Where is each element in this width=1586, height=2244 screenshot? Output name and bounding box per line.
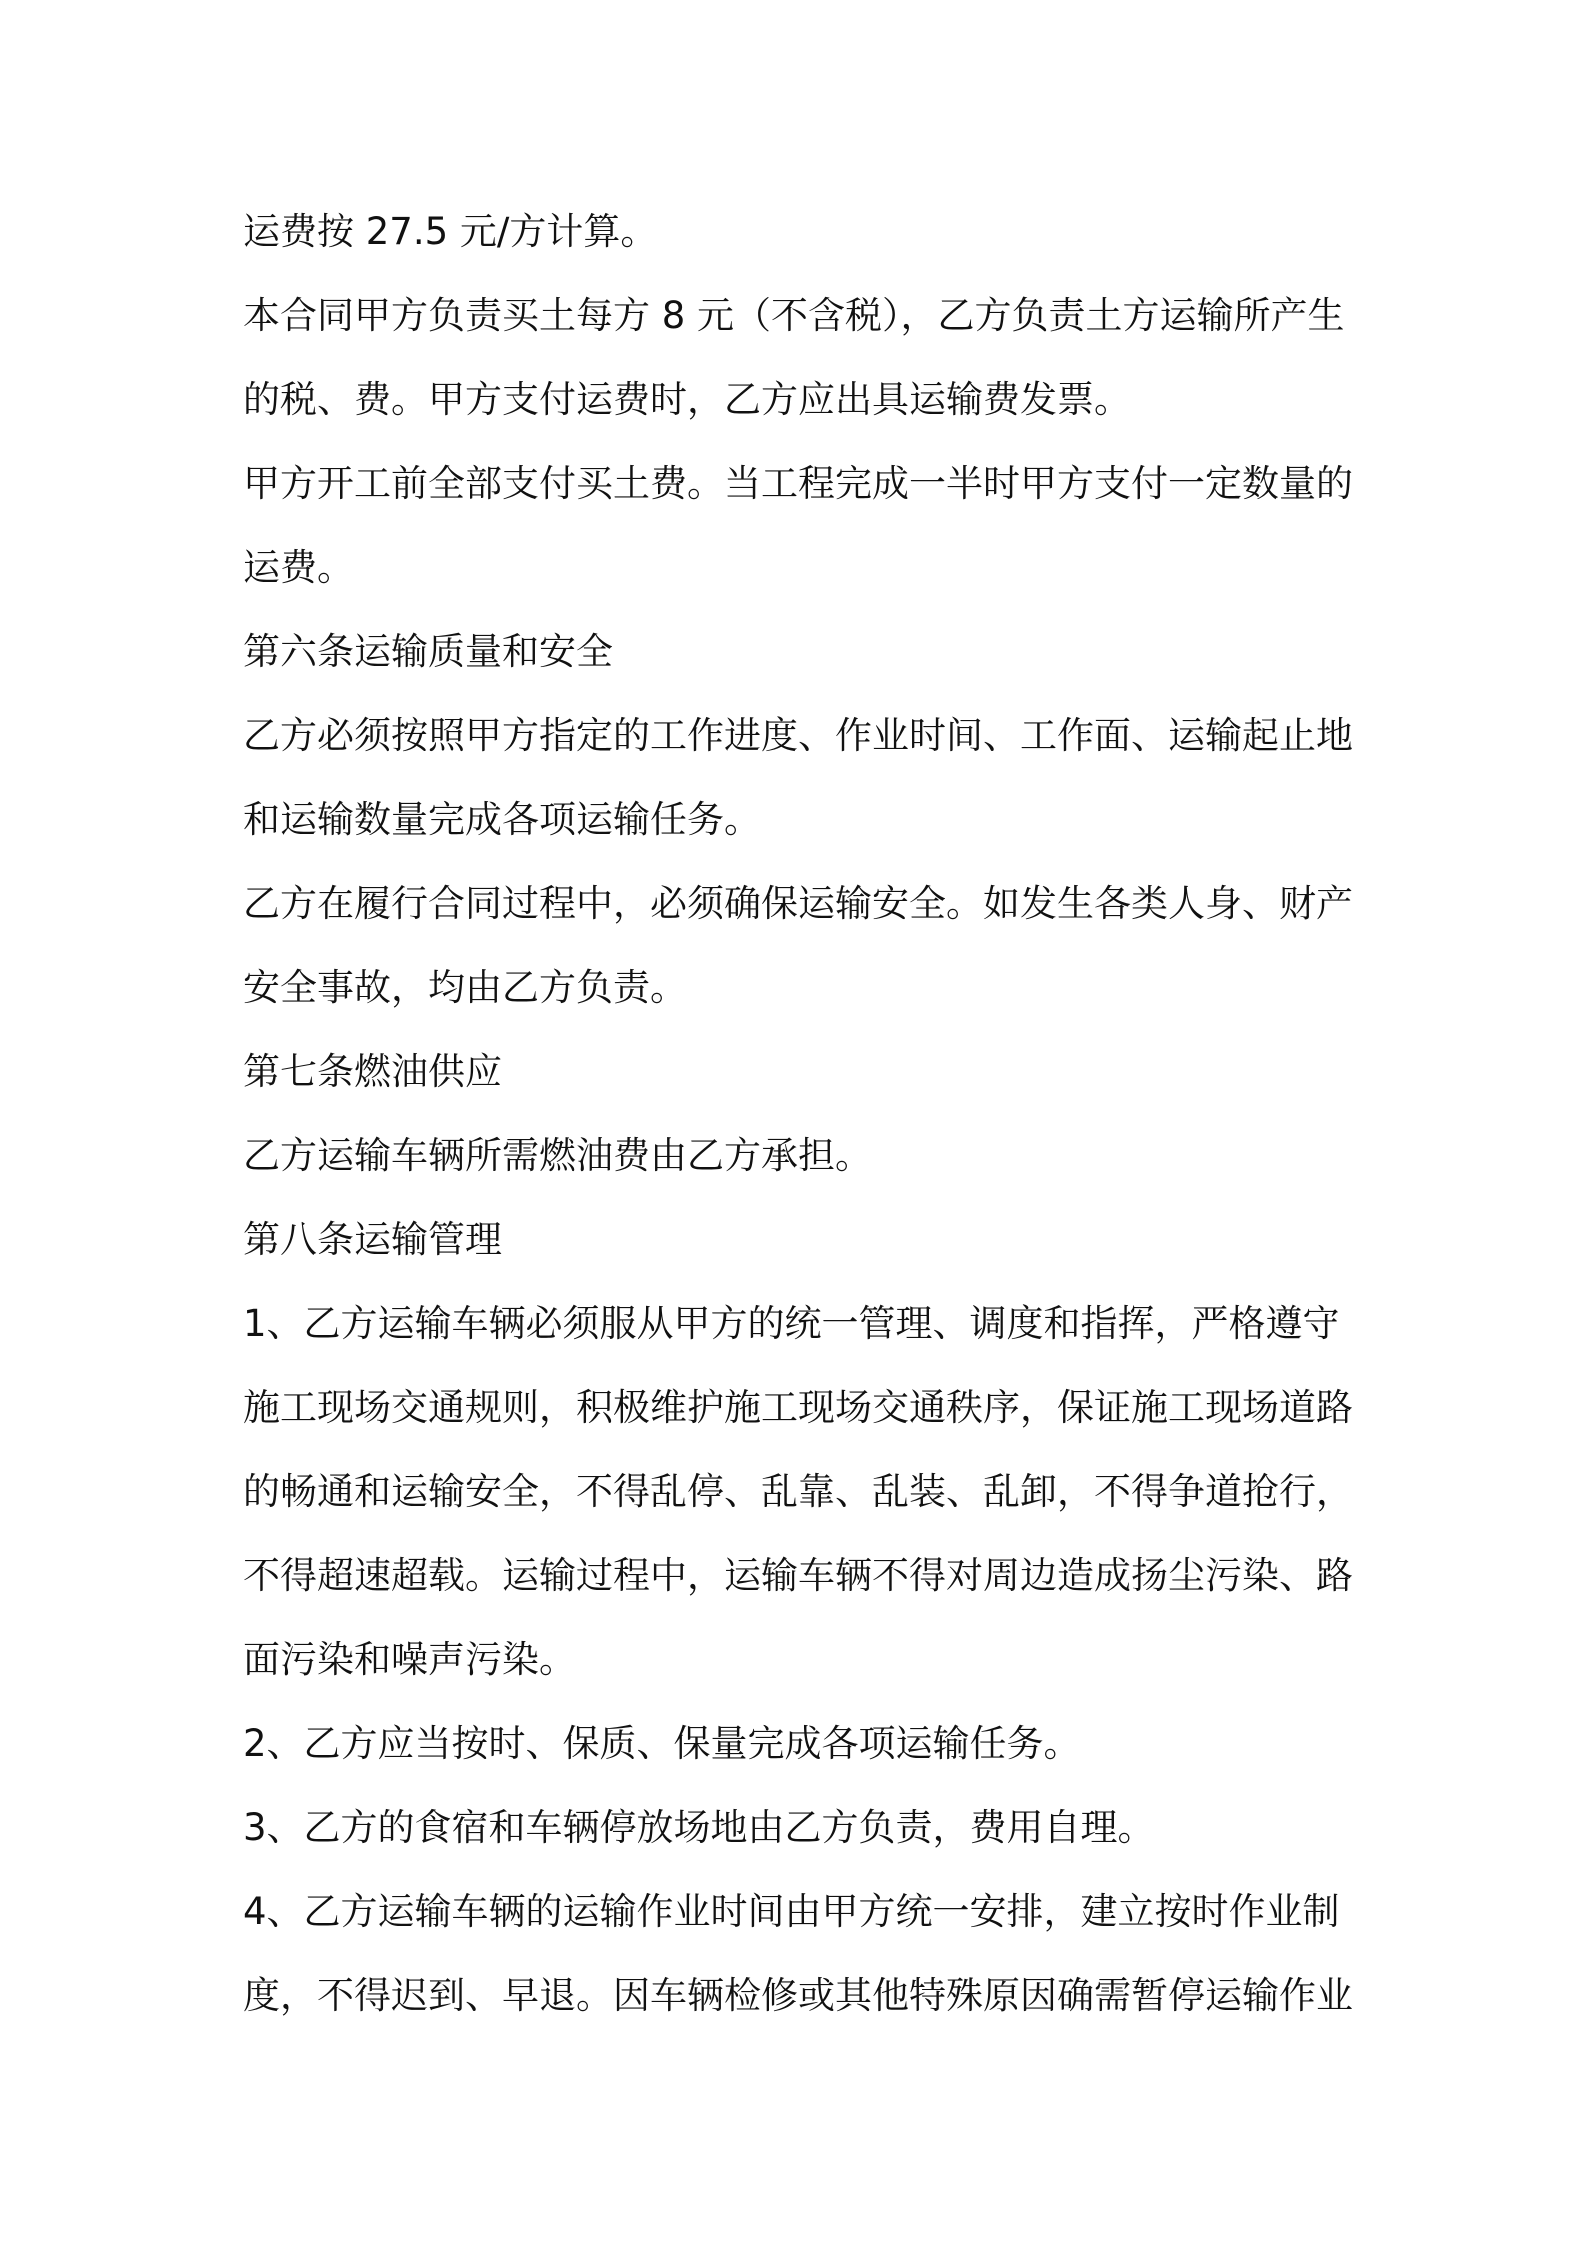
text-line: 面污染和噪声污染。 xyxy=(243,1638,576,1681)
text-line: 不得超速超载。运输过程中，运输车辆不得对周边造成扬尘污染、路 xyxy=(243,1554,1353,1597)
text-line: 乙方运输车辆所需燃油费由乙方承担。 xyxy=(243,1134,872,1177)
paragraph-fuel xyxy=(243,1114,1361,1198)
text-line: 施工现场交通规则，积极维护施工现场交通秩序，保证施工现场道路 xyxy=(243,1386,1353,1429)
section-heading: 第六条运输质量和安全 xyxy=(243,630,613,673)
text-line: 乙方必须按照甲方指定的工作进度、作业时间、工作面、运输起止地 xyxy=(243,714,1353,757)
text-line: 运费。 xyxy=(243,546,354,589)
section-heading-article-7 xyxy=(243,1030,1361,1114)
text-line: 和运输数量完成各项运输任务。 xyxy=(243,798,761,841)
text-line: 2、乙方应当按时、保质、保量完成各项运输任务。 xyxy=(243,1722,1081,1765)
section-heading-article-8 xyxy=(243,1198,1361,1282)
text-line: 的税、费。甲方支付运费时，乙方应出具运输费发票。 xyxy=(243,378,1131,421)
paragraph-work-schedule xyxy=(243,694,1361,862)
text-line: 安全事故，均由乙方负责。 xyxy=(243,966,687,1009)
text-line: 度，不得迟到、早退。因车辆检修或其他特殊原因确需暂停运输作业 xyxy=(243,1974,1353,2017)
text-line: 4、乙方运输车辆的运输作业时间由甲方统一安排，建立按时作业制 xyxy=(243,1890,1340,1933)
list-item-4 xyxy=(243,1870,1361,2038)
text-line: 1、乙方运输车辆必须服从甲方的统一管理、调度和指挥，严格遵守 xyxy=(243,1302,1340,1345)
list-item-2 xyxy=(243,1702,1361,1786)
list-item-1 xyxy=(243,1282,1361,1702)
text-line: 3、乙方的食宿和车辆停放场地由乙方负责，费用自理。 xyxy=(243,1806,1155,1849)
text-line: 甲方开工前全部支付买土费。当工程完成一半时甲方支付一定数量的 xyxy=(243,462,1353,505)
section-heading: 第八条运输管理 xyxy=(243,1218,502,1261)
section-heading: 第七条燃油供应 xyxy=(243,1050,502,1093)
paragraph-freight-rate xyxy=(243,190,1361,274)
paragraph-soil-price xyxy=(243,274,1361,442)
text-line: 运费按 27.5 元/方计算。 xyxy=(243,210,658,253)
text-line: 乙方在履行合同过程中，必须确保运输安全。如发生各类人身、财产 xyxy=(243,882,1353,925)
paragraph-payment xyxy=(243,442,1361,610)
paragraph-safety xyxy=(243,862,1361,1030)
text-line: 本合同甲方负责买土每方 8 元（不含税），乙方负责土方运输所产生 xyxy=(243,294,1345,337)
document-body xyxy=(243,190,1361,2038)
list-item-3 xyxy=(243,1786,1361,1870)
text-line: 的畅通和运输安全，不得乱停、乱靠、乱装、乱卸，不得争道抢行， xyxy=(243,1470,1353,1513)
section-heading-article-6 xyxy=(243,610,1361,694)
